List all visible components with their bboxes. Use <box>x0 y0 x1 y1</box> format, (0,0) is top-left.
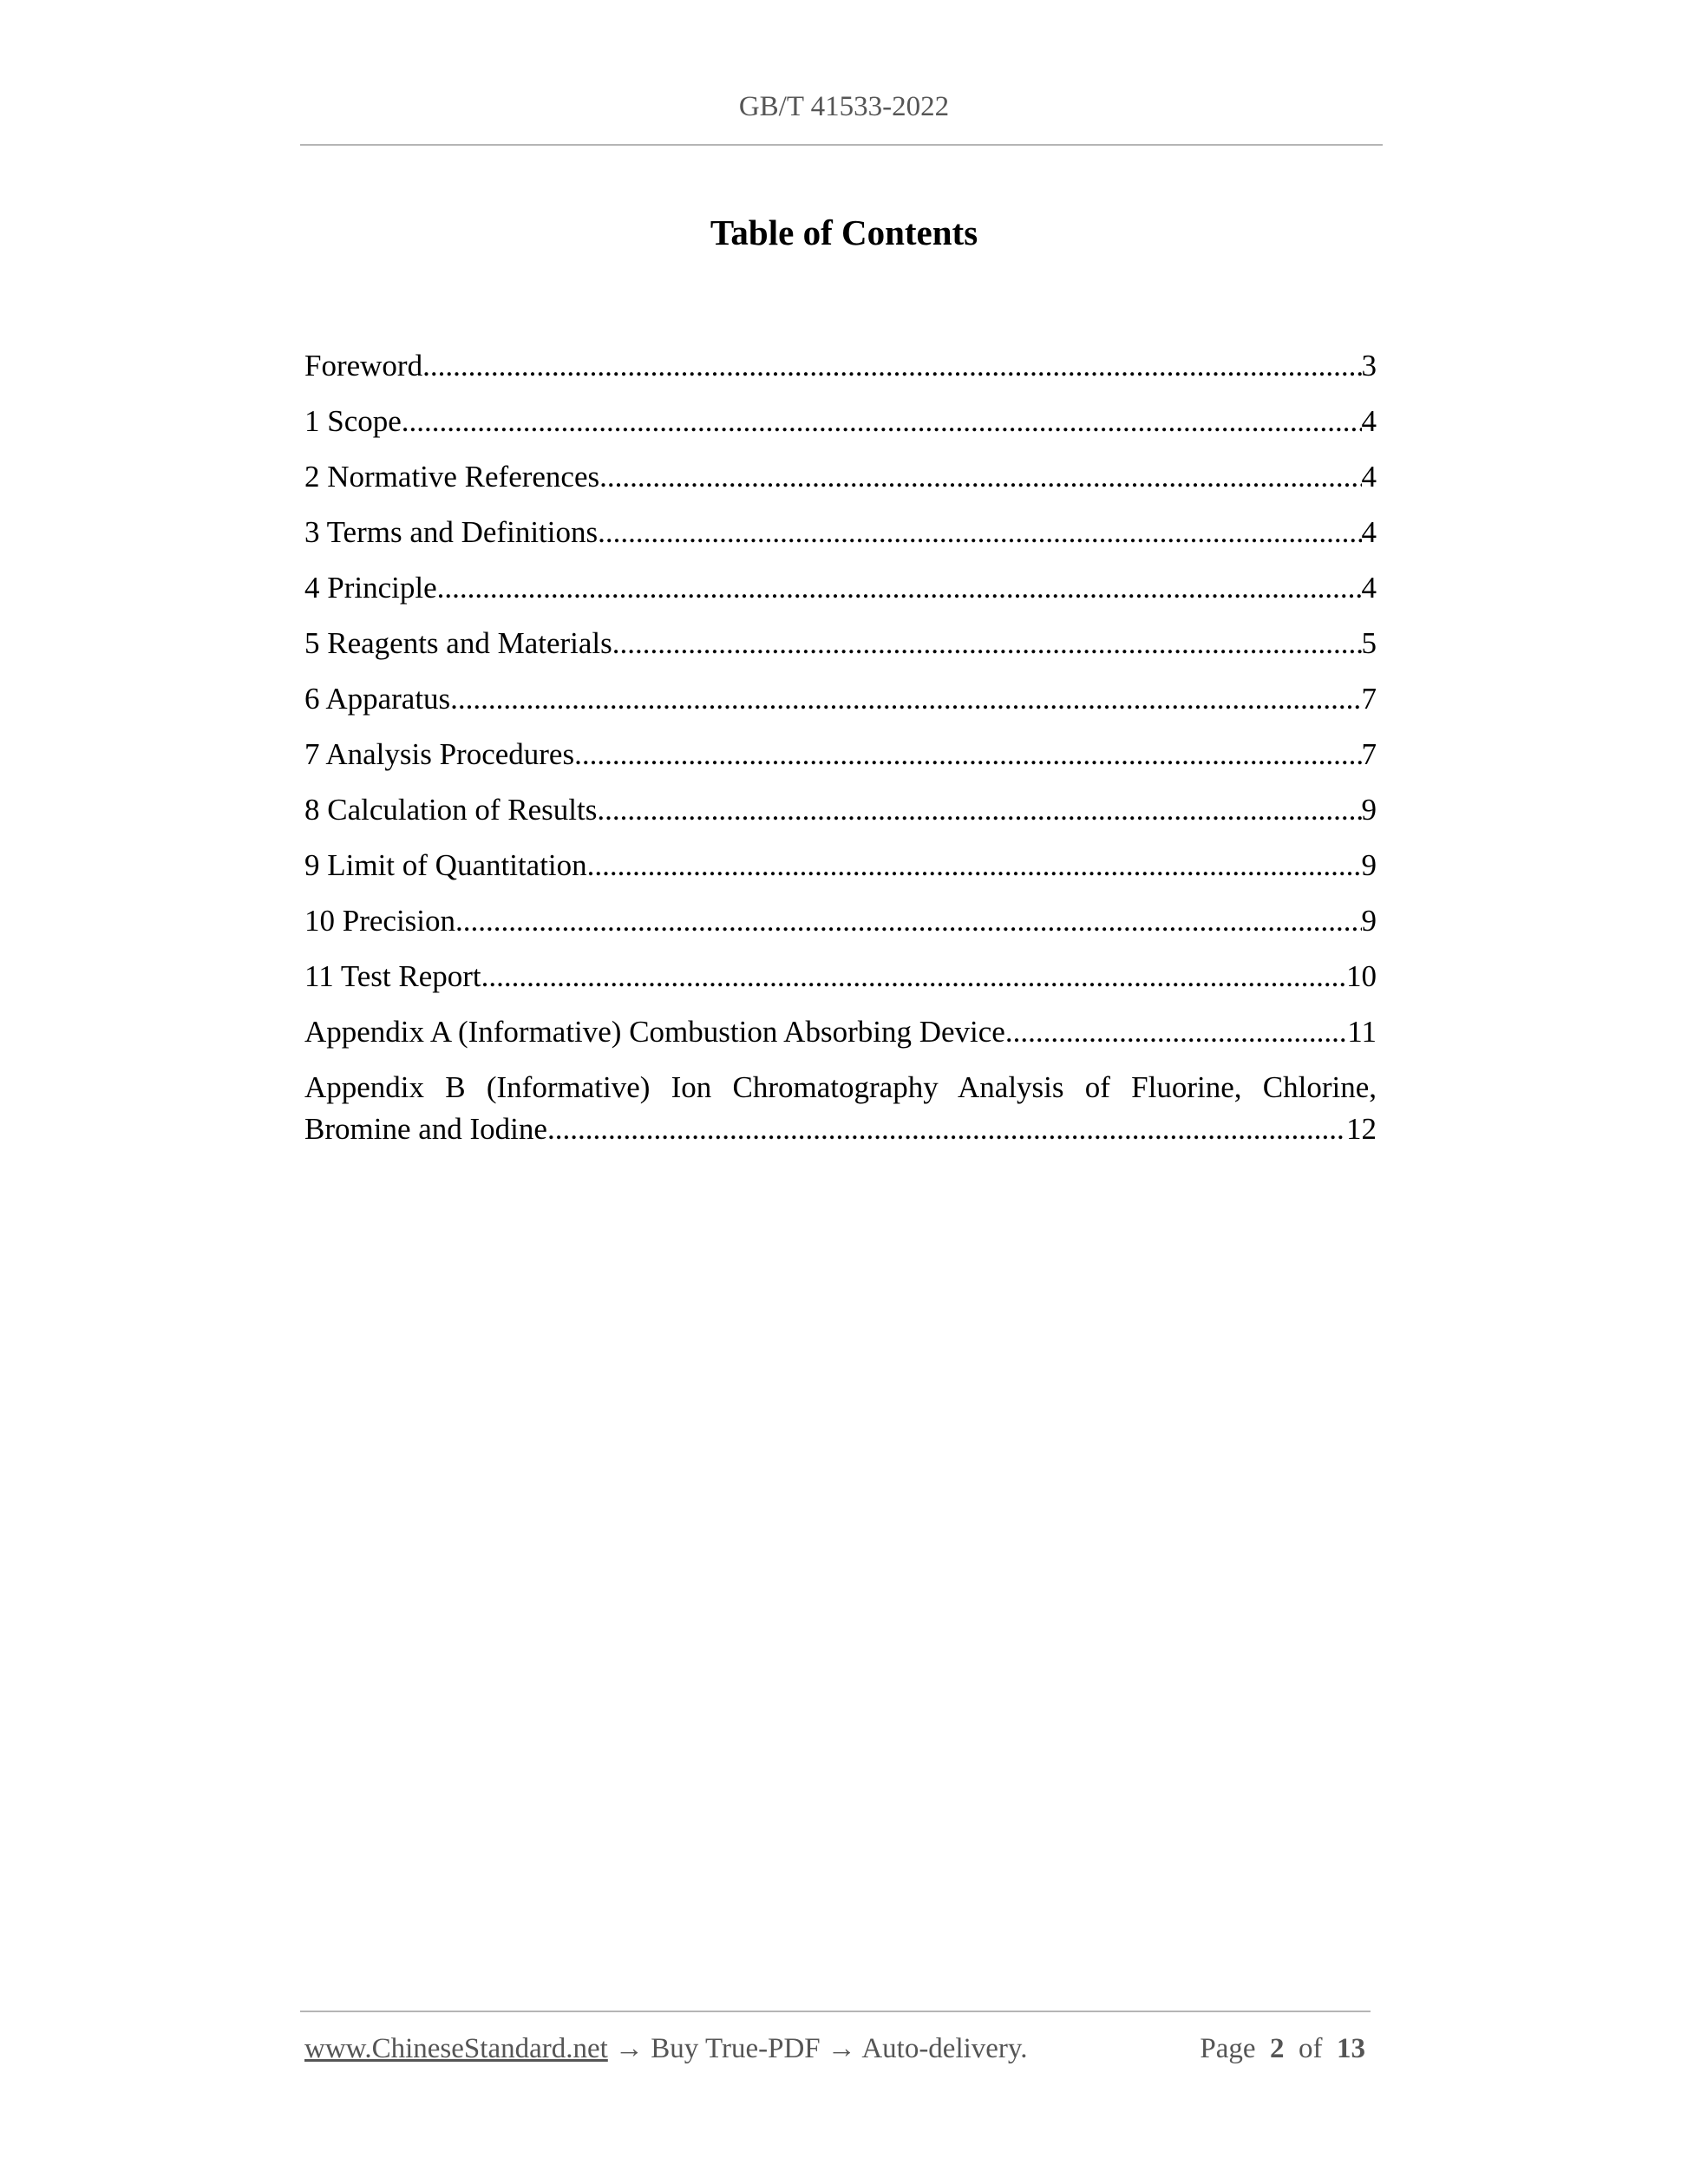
footer-divider <box>300 2011 1371 2012</box>
toc-entry-appendix-b[interactable] <box>304 1067 1377 1150</box>
of-word: of <box>1299 2033 1323 2064</box>
arrow-right-icon: → <box>827 2033 856 2064</box>
page-word: Page <box>1200 2033 1256 2064</box>
footer-delivery-text: Auto-delivery. <box>861 2033 1028 2064</box>
toc-entry-foreword[interactable] <box>304 345 1377 387</box>
toc-entry-principle[interactable] <box>304 567 1377 609</box>
toc-entry-apparatus[interactable] <box>304 678 1377 720</box>
toc-dot-leader <box>450 678 1361 720</box>
toc-entry-scope[interactable] <box>304 401 1377 442</box>
arrow-right-icon: → <box>615 2033 644 2064</box>
total-page-count: 13 <box>1337 2033 1365 2064</box>
toc-entry-analysis-procedures[interactable] <box>304 734 1377 775</box>
toc-entry-label: 3 Terms and Definitions <box>304 515 599 549</box>
toc-entry-page: 5 <box>1361 626 1377 660</box>
toc-entry-page: 9 <box>1361 793 1377 827</box>
toc-dot-leader <box>599 456 1361 498</box>
page-indicator <box>1200 2031 1365 2066</box>
toc-entry-page: 11 <box>1347 1015 1377 1049</box>
toc-entry-limit-quantitation[interactable] <box>304 845 1377 886</box>
toc-entry-page: 4 <box>1361 515 1377 549</box>
toc-dot-leader <box>587 845 1362 886</box>
current-page-number: 2 <box>1270 2033 1285 2064</box>
toc-entry-continuation <box>304 1108 1377 1150</box>
toc-entry-label: Appendix B (Informative) Ion Chromatography Analysis of Fluorine, Chlorine, <box>304 1070 1377 1104</box>
toc-entry-page: 4 <box>1361 571 1377 605</box>
footer-promo <box>304 2031 1028 2066</box>
toc-dot-leader <box>437 567 1362 609</box>
toc-entry-page: 3 <box>1361 349 1377 383</box>
toc-entry-label: 7 Analysis Procedures <box>304 737 575 771</box>
toc-entry-test-report[interactable] <box>304 956 1377 997</box>
toc-entry-label: 5 Reagents and Materials <box>304 626 612 660</box>
toc-entry-page: 9 <box>1361 904 1377 938</box>
toc-dot-leader <box>598 512 1361 553</box>
toc-entry-page: 7 <box>1361 737 1377 771</box>
toc-entry-precision[interactable] <box>304 900 1377 942</box>
website-link[interactable]: www.ChineseStandard.net <box>304 2033 608 2064</box>
toc-dot-leader <box>547 1108 1346 1150</box>
toc-dot-leader <box>481 956 1346 997</box>
toc-entry-label: 11 Test Report <box>304 959 481 993</box>
toc-entry-page: 9 <box>1361 848 1377 882</box>
toc-dot-leader <box>402 401 1362 442</box>
toc-entry-appendix-a[interactable] <box>304 1011 1377 1053</box>
toc-entry-terms-definitions[interactable] <box>304 512 1377 553</box>
toc-entry-label: 10 Precision <box>304 904 456 938</box>
toc-dot-leader <box>597 789 1361 831</box>
toc-entry-page: 4 <box>1361 404 1377 438</box>
toc-dot-leader <box>1005 1011 1347 1053</box>
toc-entry-label: Foreword <box>304 349 423 383</box>
toc-entry-label: 1 Scope <box>304 404 402 438</box>
toc-entry-label: 6 Apparatus <box>304 682 451 716</box>
toc-dot-leader <box>574 734 1361 775</box>
footer-buy-text: Buy True-PDF <box>651 2033 821 2064</box>
toc-entry-normative-references[interactable] <box>304 456 1377 498</box>
toc-entry-label: 8 Calculation of Results <box>304 793 598 827</box>
toc-entry-label: 2 Normative References <box>304 460 600 494</box>
page-title: Table of Contents <box>710 213 978 252</box>
running-header: GB/T 41533-2022 <box>738 91 950 122</box>
toc-entry-label: Appendix A (Informative) Combustion Absorbing Device <box>304 1015 1005 1049</box>
toc-entry-page: 4 <box>1361 460 1377 494</box>
toc-dot-leader <box>612 623 1362 664</box>
toc-dot-leader <box>422 345 1361 387</box>
toc-entry-calculation-results[interactable] <box>304 789 1377 831</box>
toc-entry-page: 7 <box>1361 682 1377 716</box>
toc-entry-label: 4 Principle <box>304 571 437 605</box>
toc-entry-reagents-materials[interactable] <box>304 623 1377 664</box>
toc-dot-leader <box>455 900 1361 942</box>
toc-entry-page: 12 <box>1346 1112 1377 1146</box>
toc-entry-label: 9 Limit of Quantitation <box>304 848 587 882</box>
toc-entry-page: 10 <box>1346 959 1377 993</box>
toc-entry-label-cont: Bromine and Iodine <box>304 1112 547 1146</box>
header-divider <box>300 144 1383 146</box>
